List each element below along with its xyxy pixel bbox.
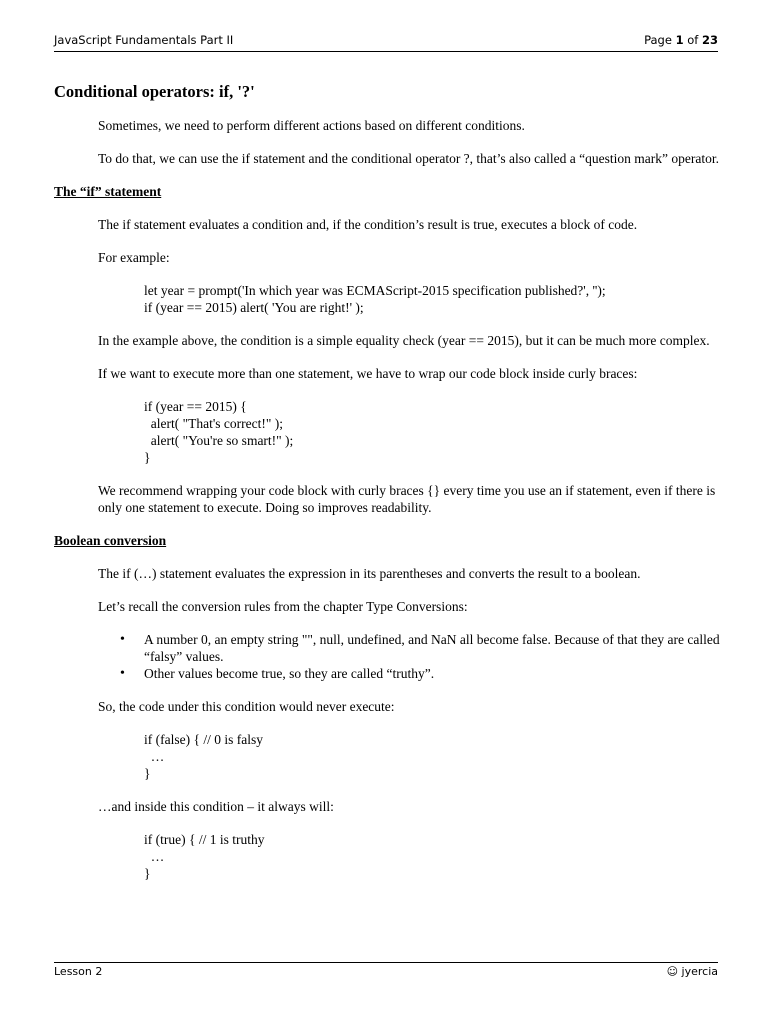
- document-title: JavaScript Fundamentals Part II: [54, 33, 234, 47]
- code-line: …: [144, 749, 165, 764]
- paragraph: Let’s recall the conversion rules from the chapter Type Conversions:: [98, 599, 468, 614]
- subsection-heading: The “if” statement: [54, 184, 162, 199]
- author-label: ☺ jyercia: [666, 965, 718, 978]
- paragraph: We recommend wrapping your code block with curly braces {} every time you use an if statement, even if there is only one statement to execute. Doing so improves readability.: [98, 483, 716, 515]
- code-line: if (year == 2015) {: [144, 399, 247, 414]
- paragraph: To do that, we can use the if statement and the conditional operator ?, that’s also called a “question mark” operator.: [98, 151, 719, 166]
- page-content: [54, 82, 724, 898]
- code-line: let year = prompt('In which year was ECMAScript-2015 specification published?', '');: [144, 283, 606, 298]
- paragraph: …and inside this condition – it always will:: [98, 799, 334, 814]
- code-line: if (false) { // 0 is falsy: [144, 732, 263, 747]
- header-rule: [54, 51, 718, 52]
- code-block: [54, 282, 724, 316]
- footer-rule: [54, 962, 718, 963]
- paragraph: For example:: [98, 250, 170, 265]
- code-line: }: [144, 766, 151, 781]
- list-item: • A number 0, an empty string "", null, undefined, and NaN all become false. Because of that they are called “falsy” values.: [144, 631, 724, 665]
- list-item: • Other values become true, so they are called “truthy”.: [144, 665, 724, 682]
- code-line: }: [144, 450, 151, 465]
- code-block: [54, 731, 724, 782]
- code-line: }: [144, 866, 151, 881]
- code-line: alert( "You're so smart!" );: [144, 433, 294, 448]
- code-line: …: [144, 849, 165, 864]
- bullet-list: [54, 631, 724, 682]
- page-total: 23: [701, 33, 718, 47]
- paragraph: The if statement evaluates a condition and, if the condition’s result is true, executes a block of code.: [98, 217, 638, 232]
- section-title: Conditional operators: if, '?': [54, 82, 255, 101]
- paragraph: So, the code under this condition would never execute:: [98, 699, 395, 714]
- lesson-label: Lesson 2: [54, 965, 103, 978]
- code-line: if (year == 2015) alert( 'You are right!' );: [144, 300, 364, 315]
- code-block: [54, 398, 724, 466]
- paragraph: Sometimes, we need to perform different actions based on different conditions.: [98, 118, 525, 133]
- code-line: alert( "That's correct!" );: [144, 416, 284, 431]
- code-block: [54, 831, 724, 882]
- paragraph: In the example above, the condition is a simple equality check (year == 2015), but it can be much more complex.: [98, 333, 710, 348]
- page-current: 1: [675, 33, 684, 47]
- paragraph: If we want to execute more than one statement, we have to wrap our code block inside curly braces:: [98, 366, 638, 381]
- subsection-heading: Boolean conversion: [54, 533, 167, 548]
- code-line: if (true) { // 1 is truthy: [144, 832, 265, 847]
- page-number: Page 1 of 23: [644, 33, 718, 47]
- paragraph: The if (…) statement evaluates the expression in its parentheses and converts the result to a boolean.: [98, 566, 641, 581]
